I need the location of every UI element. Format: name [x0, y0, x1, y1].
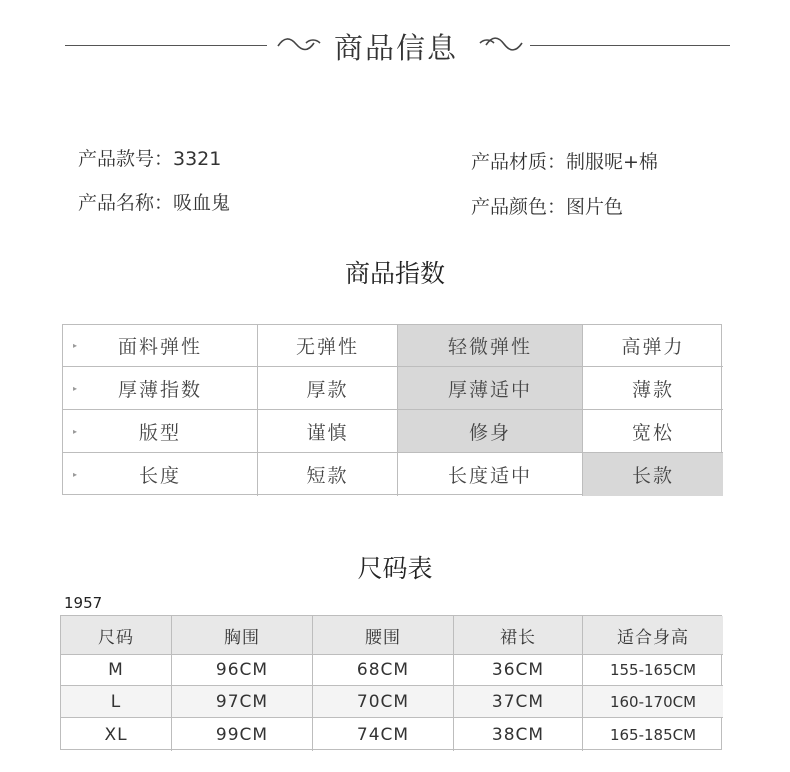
- size-cell: 68CM: [313, 655, 454, 686]
- triangle-bullet-icon: ▸: [73, 341, 80, 350]
- index-table: [62, 324, 722, 495]
- index-option: 长度适中: [398, 453, 583, 496]
- size-header-cell: 腰围: [313, 616, 454, 655]
- size-table: [60, 615, 722, 750]
- size-cell: 97CM: [172, 686, 313, 718]
- index-row-label: 长度 ▸: [63, 453, 258, 496]
- size-cell: 36CM: [454, 655, 583, 686]
- size-cell: 96CM: [172, 655, 313, 686]
- size-header-cell: 裙长: [454, 616, 583, 655]
- size-header-cell: 尺码: [61, 616, 172, 655]
- swirl-right-icon: [478, 33, 524, 55]
- index-row-label: 厚薄指数 ▸: [63, 367, 258, 410]
- triangle-bullet-icon: ▸: [73, 383, 80, 393]
- size-header-cell: 适合身高: [583, 616, 723, 655]
- size-cell: L: [61, 686, 172, 718]
- index-option: 无弹性: [258, 325, 398, 367]
- index-option: 宽松: [583, 410, 723, 453]
- size-cell: XL: [61, 718, 172, 751]
- page-title: 商品信息: [333, 31, 458, 65]
- info-material: 产品材质：制服呢+棉: [471, 151, 658, 173]
- info-name: 产品名称：吸血鬼: [78, 192, 231, 214]
- size-cell: 37CM: [454, 686, 583, 718]
- index-option: 薄款: [583, 367, 723, 410]
- index-option: 修身: [398, 410, 583, 453]
- index-row-label: 版型 ▸: [63, 410, 258, 453]
- triangle-bullet-icon: ▸: [73, 426, 80, 436]
- size-cell: 99CM: [172, 718, 313, 751]
- swirl-left-icon: [276, 33, 322, 55]
- size-section-title: 尺码表: [357, 554, 433, 583]
- size-cell: 160-170CM: [583, 686, 723, 718]
- index-option: 长款: [583, 453, 723, 496]
- info-color: 产品颜色：图片色: [471, 196, 624, 218]
- index-section-title: 商品指数: [344, 259, 445, 288]
- size-cell: 165-185CM: [609, 725, 697, 744]
- index-option: 谨慎: [258, 410, 398, 453]
- header-line-right: [530, 45, 730, 46]
- info-style-no: 产品款号：3321: [78, 148, 222, 170]
- header-line-left: [65, 45, 267, 46]
- index-option: 高弹力: [583, 325, 723, 367]
- triangle-bullet-icon: ▸: [73, 470, 80, 479]
- index-option: 轻微弹性: [398, 325, 583, 367]
- index-option: 短款: [258, 453, 398, 496]
- size-cell: 74CM: [313, 718, 454, 751]
- size-cell: 70CM: [313, 686, 454, 718]
- size-cell: 155-165CM: [583, 655, 723, 686]
- index-row-label: 面料弹性 ▸: [63, 325, 258, 367]
- size-cell: M: [61, 655, 172, 686]
- size-cell: 38CM: [454, 718, 583, 751]
- index-option: 厚薄适中: [398, 367, 583, 410]
- size-code: 1957: [64, 594, 103, 612]
- size-header-cell: 胸围: [172, 616, 313, 655]
- index-option: 厚款: [258, 367, 398, 410]
